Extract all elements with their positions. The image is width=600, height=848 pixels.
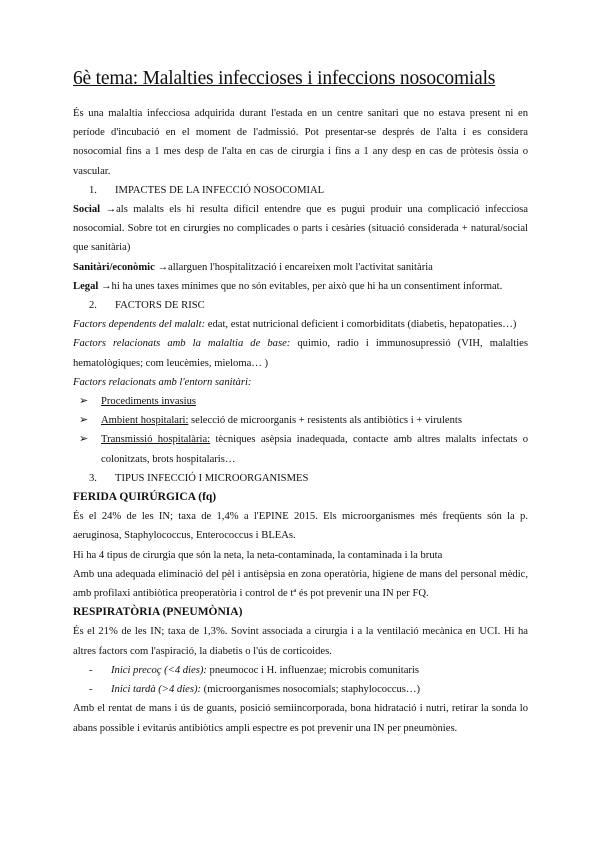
arrow-bullet-icon: ➢ <box>79 395 89 408</box>
section-title: TIPUS INFECCIÓ I MICROORGANISMES <box>115 472 309 484</box>
bullet-label: Procediments invasius <box>101 396 197 408</box>
subheading-ferida: FERIDA QUIRÚRGICA (fq) <box>73 491 217 504</box>
impact-label: Social <box>73 204 101 216</box>
impact-label: Sanitàri/econòmic <box>73 261 155 273</box>
dash-label: Inici tardà (>4 dies): <box>111 684 202 696</box>
dash-text: pneumococ i H. influenzae; microbis comunitaris <box>206 664 419 676</box>
dash-marker: - <box>89 684 93 696</box>
resp-paragraph-1: És el 21% de les IN; taxa de 1,3%. Sovint associada a cirurgia i a la ventilació mecànica en UCI. Hi ha altres factors com l'aspiració, la diabetis o l'ús de corticoides. <box>73 626 528 657</box>
factor-text: edat, estat nutricional deficient i comorbiditats (diabetis, hepatopaties…) <box>205 319 517 331</box>
list-item <box>73 680 528 699</box>
factor-text: quimio, radio i immunosupressió (VIH, malalties hematològiques; com leucèmies, mieloma… ) <box>73 338 528 369</box>
factor-label: Factors relacionats amb la malaltia de base: <box>73 338 291 350</box>
arrow-bullet-icon: ➢ <box>79 414 89 427</box>
dash-text: (microorganismes nosocomials; staphylococcus…) <box>201 684 421 696</box>
section-title: IMPACTES DE LA INFECCIÓ NOSOCOMIAL <box>115 184 325 196</box>
section-title: FACTORS DE RISC <box>115 300 205 312</box>
arrow-bullet-icon: ➢ <box>79 433 89 446</box>
ferida-paragraph-2: Hi ha 4 tipus de cirurgia que són la neta, la neta-contaminada, la contaminada i la bruta <box>73 549 443 561</box>
factor-entorn: Factors relacionats amb l'entorn sanitàri: <box>73 376 252 388</box>
bullet-label: Transmissió hospitalària: <box>101 434 211 446</box>
document-body <box>73 104 528 738</box>
factor-malalt <box>73 315 528 334</box>
impact-text: →als malalts els hi resulta difícil entendre que es pugui produir una complicació infecciosa nosocomial. Sobre tot en cirurgies no complicades o parts i cesàries (situació considerada + natural/social que sanitària) <box>73 204 528 254</box>
factor-malaltia-base <box>73 334 528 372</box>
impact-social <box>73 200 528 258</box>
list-item <box>73 411 528 430</box>
list-item <box>73 661 528 680</box>
impact-sanitari <box>73 258 528 277</box>
bullet-text: tècniques asèpsia inadequada, contacte amb altres malalts infectats o colonitzats, brots hospitalaris… <box>101 434 528 465</box>
dash-label: Inici precoç (<4 dies): <box>111 664 207 676</box>
section-heading-tipus <box>73 469 528 488</box>
page-title: 6è tema: Malalties infeccioses i infeccions nosocomials <box>73 68 496 89</box>
list-item <box>73 430 528 468</box>
subheading-respiratoria: RESPIRATÒRIA (PNEUMÒNIA) <box>73 606 243 619</box>
list-item <box>73 392 528 411</box>
section-number: 1. <box>89 184 97 196</box>
bullet-label: Ambient hospitalari: <box>101 415 189 427</box>
section-heading-factors <box>73 296 528 315</box>
resp-paragraph-2: Amb el rentat de mans i ús de guants, posició semiincorporada, bona hidratació i nutri, retirar la sonda lo abans possible i evitarús antibiòtics ampli espectre es pot prevenir una IN per pneumònies. <box>73 703 528 734</box>
ferida-paragraph-3: Amb una adequada eliminació del pèl i antisèpsia en zona operatòria, higiene de mans del personal mèdic, amb profilaxi antibiòtica preoperatòria i control de tª és pot prevenir una IN per FQ. <box>73 568 528 600</box>
intro-paragraph: És una malaltia infecciosa adquirida durant l'estada en un centre sanitari que no estava present ni en període d'incubació en el moment de l'admissió. Pot presentar-se després de l'alta i es considera nosocomial fins a 1 mes desp de l'alta en cas de cirurgia i fins a 1 any desp en cas de pròtesis òssia o vascular. <box>73 108 528 177</box>
bullet-text: selecció de microorganis + resistents als antibiòtics i + virulents <box>188 415 462 427</box>
impact-legal <box>73 277 528 296</box>
section-number: 3. <box>89 472 97 484</box>
section-heading-impactes <box>73 181 528 200</box>
impact-text: →allarguen l'hospitalització i encareixen molt l'activitat sanitària <box>154 261 433 273</box>
impact-label: Legal <box>73 280 99 292</box>
factor-label: Factors dependents del malalt: <box>73 319 206 331</box>
section-number: 2. <box>89 300 97 312</box>
impact-text: →hi ha unes taxes mínimes que no són evitables, per això que hi ha un consentiment informat. <box>98 280 503 292</box>
dash-marker: - <box>89 664 93 676</box>
ferida-paragraph-1: És el 24% de les IN; taxa de 1,4% a l'EPINE 2015. Els microorganismes més freqüents són la p. aeruginosa, Staphylococcus, Enterococcus i BLEAs. <box>73 511 528 542</box>
